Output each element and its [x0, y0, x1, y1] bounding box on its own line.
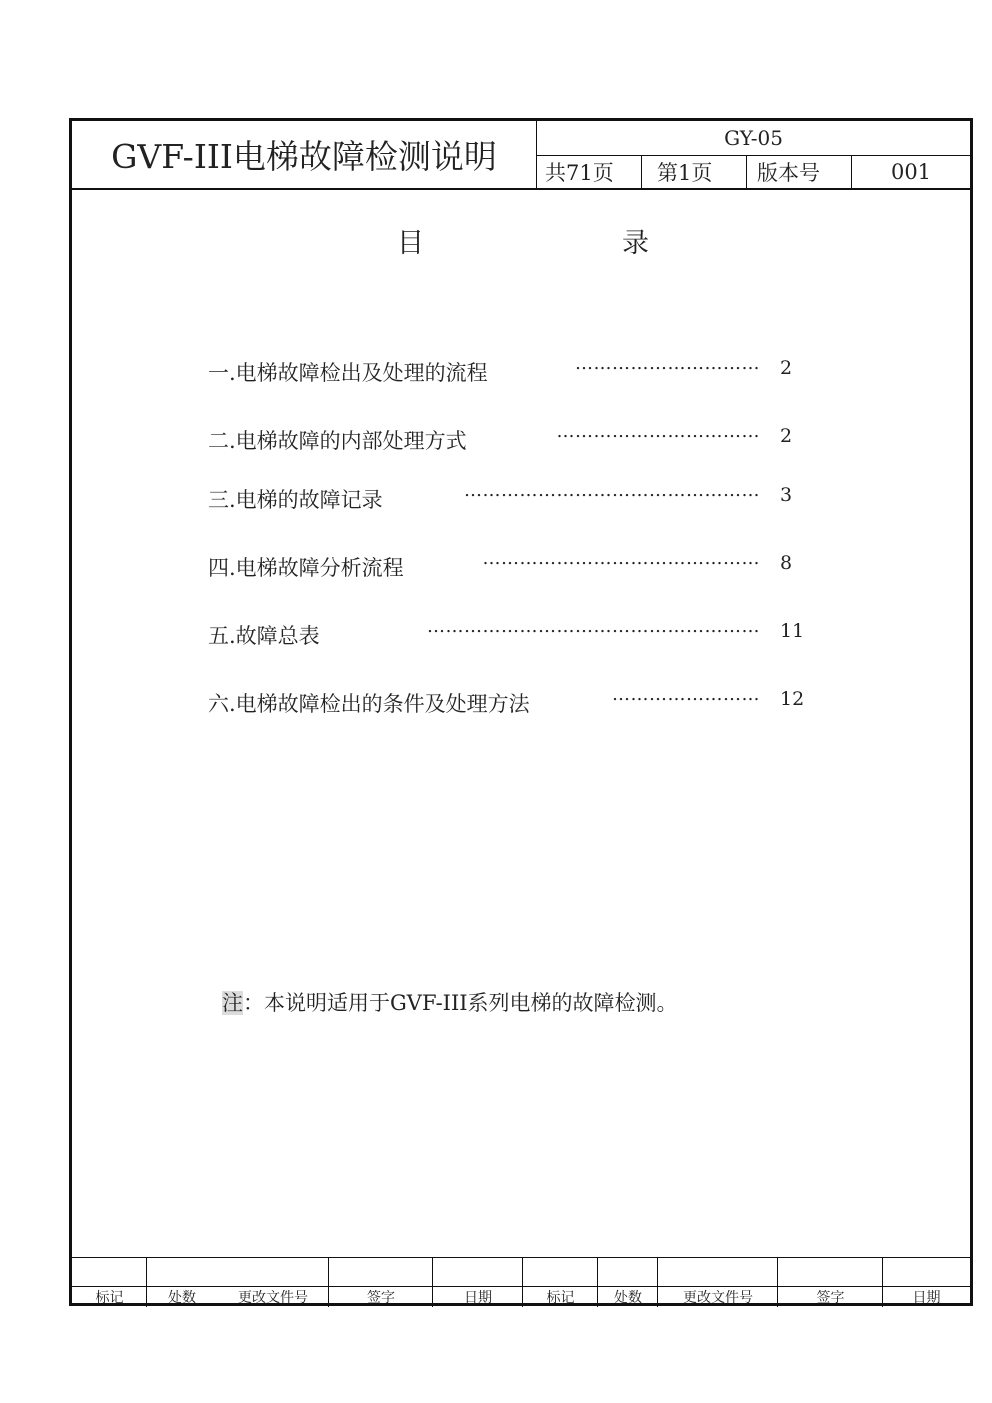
toc-item-leader: ………………………………………	[482, 548, 760, 569]
header-table	[72, 121, 970, 190]
footer-label-change-doc: 更改文件号	[238, 1290, 308, 1306]
toc-item	[208, 353, 808, 387]
toc-item-page: 11	[780, 620, 805, 642]
toc-heading-left: 目	[397, 228, 424, 259]
toc-item-page: 3	[780, 484, 793, 506]
toc-item	[208, 548, 808, 582]
footer-label-change-doc: 更改文件号	[683, 1290, 753, 1306]
note	[222, 987, 678, 1017]
footer-label-mark: 标记	[95, 1290, 124, 1306]
version-label: 版本号	[747, 156, 852, 188]
toc-item	[208, 421, 808, 455]
document-frame	[69, 118, 973, 1306]
toc-item-page: 8	[780, 552, 793, 574]
toc-item-leader: ……………………………	[556, 421, 760, 442]
toc-item	[208, 616, 808, 650]
toc-item-leader: …………………………………………	[464, 480, 760, 501]
toc-item-leader: ……………………	[612, 684, 760, 705]
toc-heading-right: 录	[622, 228, 649, 259]
document-code: GY-05	[537, 121, 970, 156]
footer-label-signature: 签字	[816, 1290, 845, 1306]
document-title: GVF-III电梯故障检测说明	[72, 121, 537, 188]
footer-label-count: 处数	[614, 1290, 642, 1306]
toc-item-label: 五.故障总表	[208, 624, 320, 648]
toc-item-label: 一.电梯故障检出及处理的流程	[208, 361, 488, 385]
toc-item-label: 二.电梯故障的内部处理方式	[208, 429, 467, 453]
total-pages: 共71页	[537, 156, 642, 188]
revision-table	[72, 1257, 970, 1307]
toc-item	[208, 480, 808, 514]
toc-item-page: 2	[780, 357, 793, 379]
page-number: 第1页	[642, 156, 747, 188]
toc-item-leader: ………………………………………………	[427, 616, 760, 637]
note-mark: 注	[222, 991, 243, 1015]
toc-item-leader: …………………………	[575, 353, 760, 374]
footer-label-mark: 标记	[546, 1290, 575, 1306]
toc-item-label: 四.电梯故障分析流程	[208, 556, 404, 580]
toc-item	[208, 684, 808, 718]
toc-item-label: 三.电梯的故障记录	[208, 488, 383, 512]
toc-item-label: 六.电梯故障检出的条件及处理方法	[208, 692, 530, 716]
footer-label-signature: 签字	[367, 1290, 395, 1306]
note-text: ：本说明适用于GVF-III系列电梯的故障检测。	[243, 991, 678, 1015]
footer-label-date: 日期	[912, 1290, 941, 1306]
footer-label-date: 日期	[464, 1290, 492, 1306]
toc-item-page: 12	[780, 688, 805, 710]
footer-label-count: 处数	[168, 1290, 196, 1306]
toc-item-page: 2	[780, 425, 793, 447]
version-value: 001	[890, 160, 932, 184]
